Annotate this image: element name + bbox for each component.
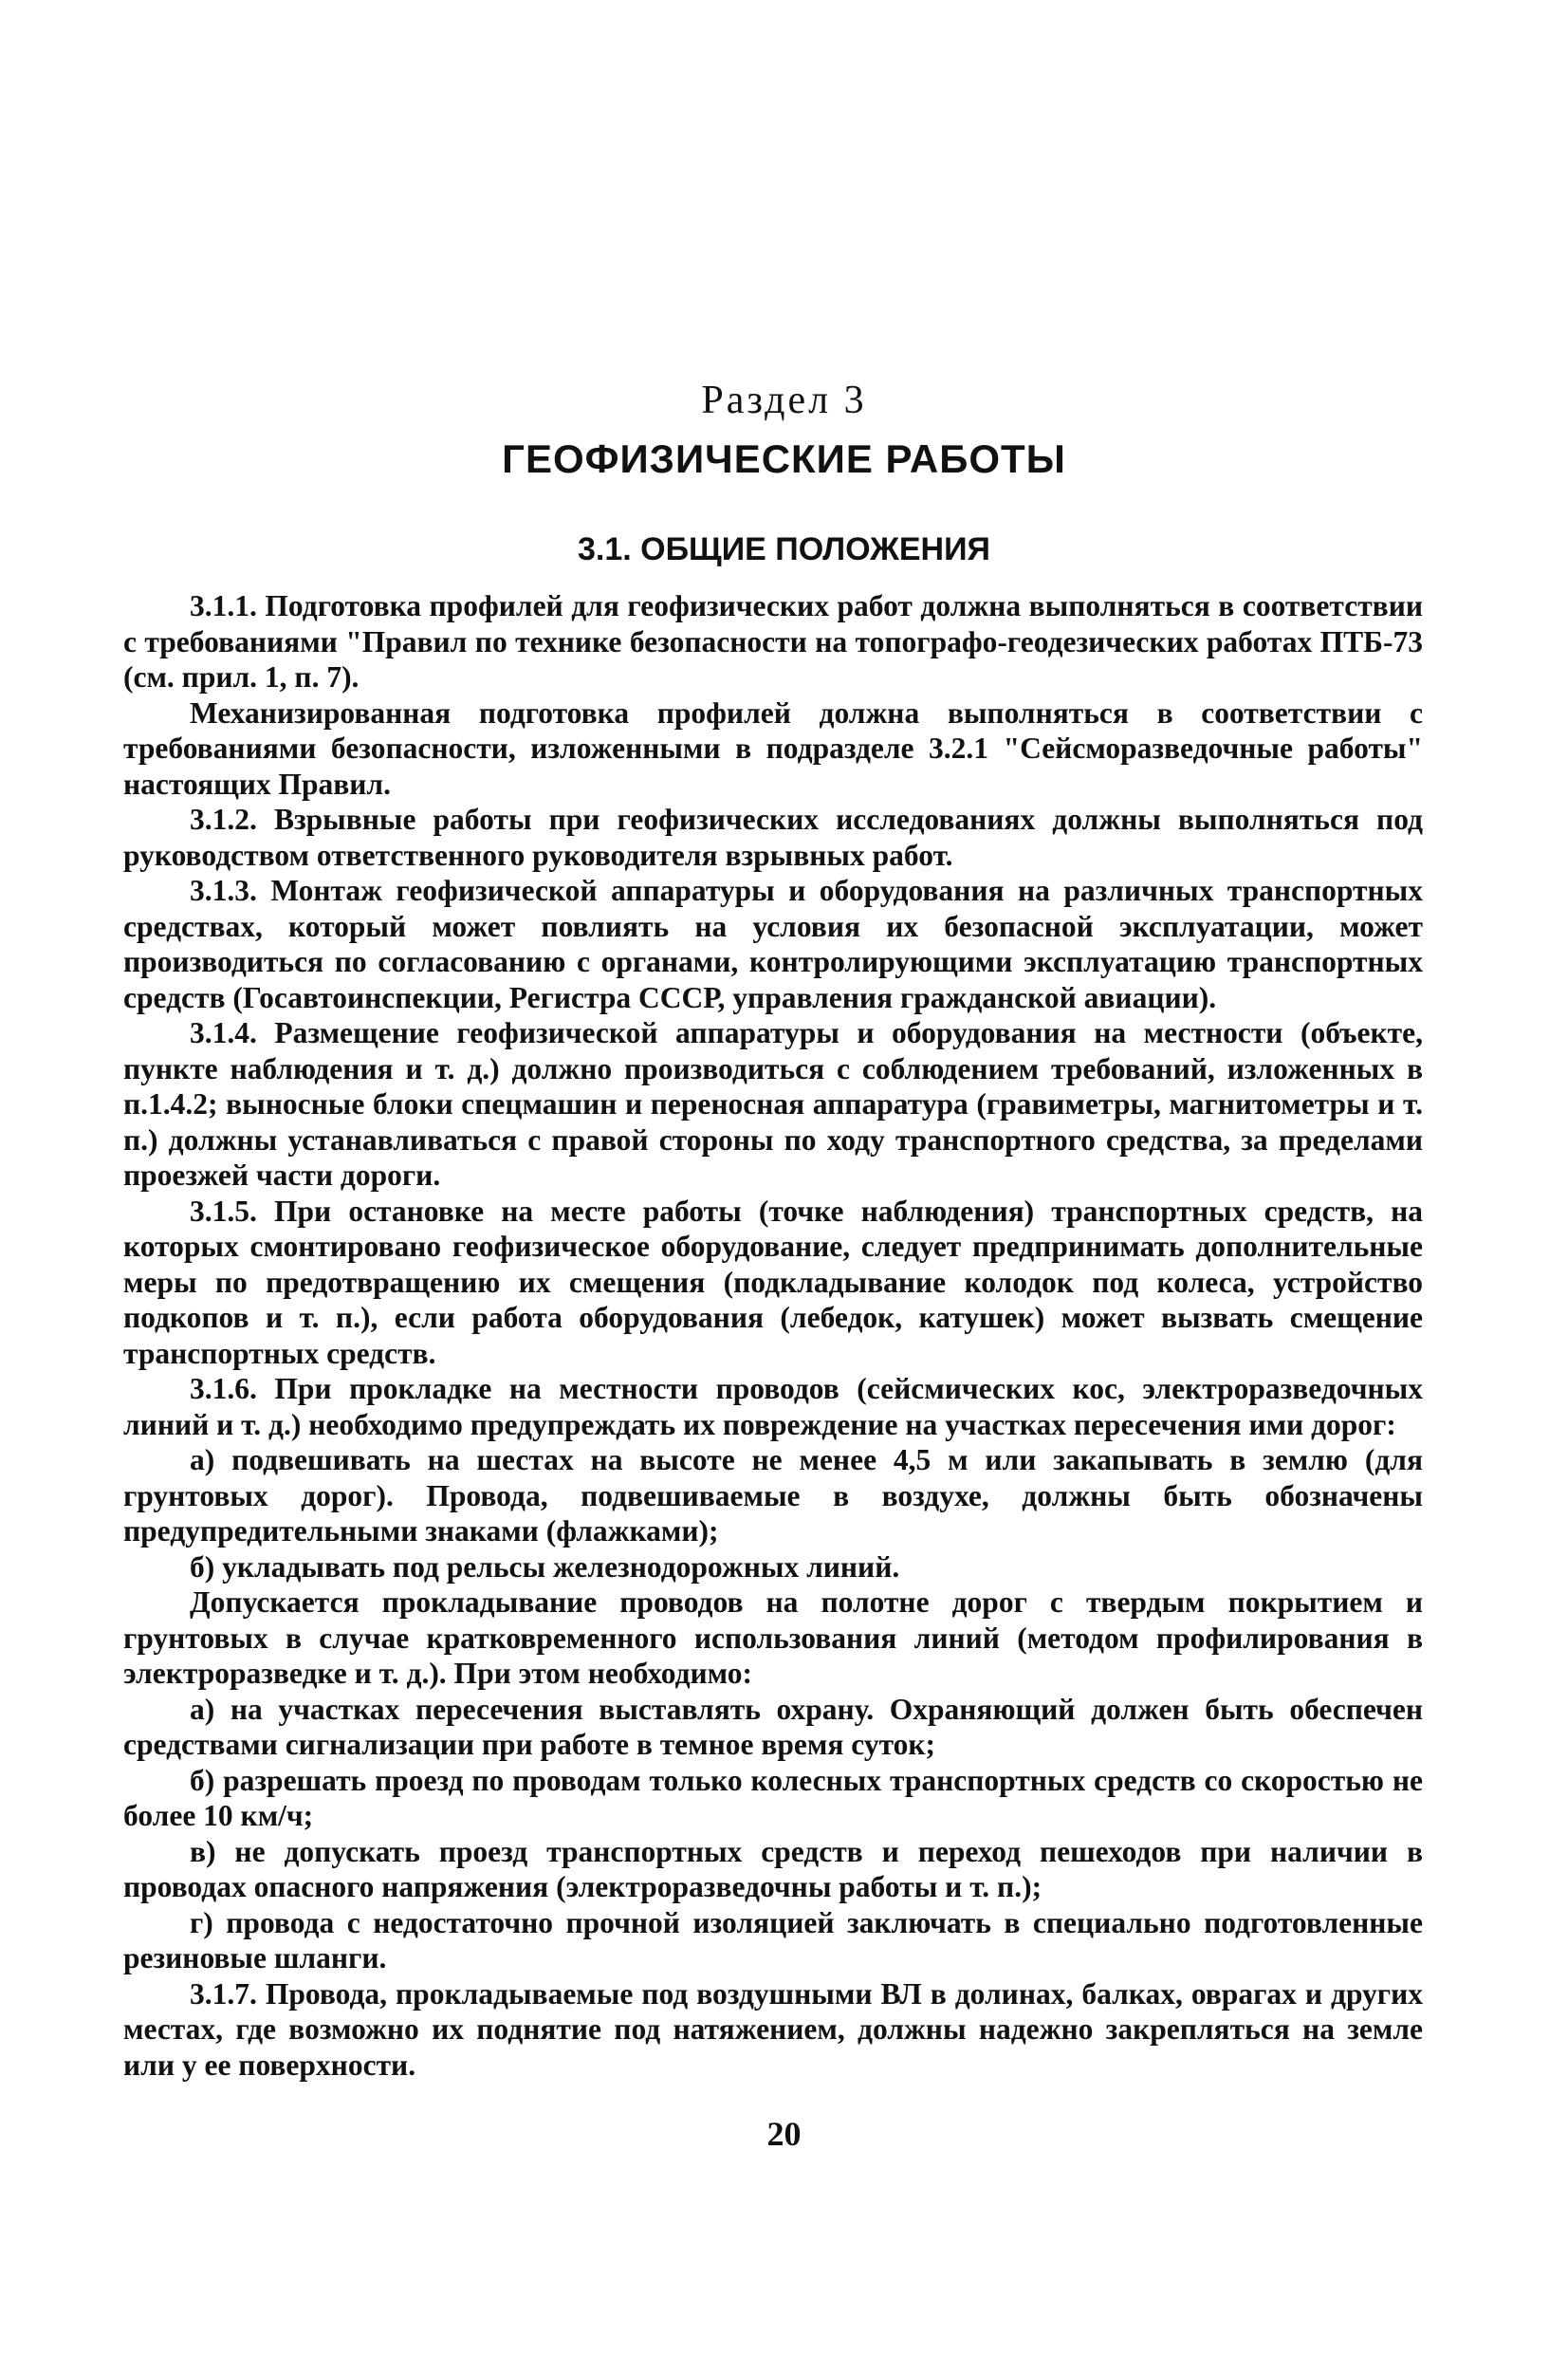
paragraph-3-1-5: 3.1.5. При остановке на месте работы (точке наблюдения) транспортных средств, на которых смонтировано геофизическое оборудование, следует предпринимать дополнительные меры по предотвращению их смещения (подкладывание колодок под колеса, устройство подкопов и т. п.), если работа оборудования (лебедок, катушек) может вызвать смещение транспортных средств. [123,1194,1423,1370]
list-item-b-passage: б) разрешать проезд по проводам только колесных транспортных средств со скоростью не более 10 км/ч; [123,1763,1423,1832]
paragraph-3-1-2: 3.1.2. Взрывные работы при геофизических исследованиях должны выполняться под руководством ответственного руководителя взрывных работ. [123,803,1423,872]
paragraph-3-1-4: 3.1.4. Размещение геофизической аппаратуры и оборудования на местности (объекте, пункте наблюдения и т. д.) должно производиться с соблюдением требований, изложенных в п.1.4.2; выносные блоки спецмашин и переносная аппаратура (гравиметры, магнитометры и т. п.) должны устанавливаться с правой стороны по ходу транспортного средства, за пределами проезжей части дороги. [123,1016,1423,1192]
list-item-g-hoses: г) провода с недостаточно прочной изоляцией заключать в специально подготовленные резиновые шланги. [123,1905,1423,1974]
list-item-v-no-passage: в) не допускать проезд транспортных средств и переход пешеходов при наличии в проводах опасного напряжения (электроразведочны работы и т. п.); [123,1834,1423,1903]
list-item-a-hang: а) подвешивать на шестах на высоте не менее 4,5 м или закапывать в землю (для грунтовых дорог). Провода, подвешиваемые в воздухе, должны быть обозначены предупредительными знаками (флажками); [123,1443,1423,1548]
subsection-title: 3.1. ОБЩИЕ ПОЛОЖЕНИЯ [578,531,990,567]
section-label: Раздел 3 [701,379,867,422]
paragraph-3-1-1: 3.1.1. Подготовка профилей для геофизических работ должна выполняться в соответствии с требованиями "Правил по технике безопасности на топографо-геодезических работах ПТБ-73 (см. прил. 1, п. 7). [123,589,1423,694]
list-item-a-guard: а) на участках пересечения выставлять охрану. Охраняющий должен быть обеспечен средствами сигнализации при работе в темное время суток; [123,1692,1423,1761]
body-text [123,588,1423,2083]
paragraph-3-1-6: 3.1.6. При прокладке на местности проводов (сейсмических кос, электроразведочных линий и т. д.) необходимо предупреждать их повреждение на участках пересечения ими дорог: [123,1372,1423,1441]
paragraph-3-1-7: 3.1.7. Провода, прокладываемые под воздушными ВЛ в долинах, балках, оврагах и других местах, где возможно их поднятие под натяжением, должны надежно закрепляться на земле или у ее поверхности. [123,1976,1423,2082]
paragraph-permitted-laying: Допускается прокладывание проводов на полотне дорог с твердым покрытием и грунтовых в случае кратковременного использования линий (методом профилирования в электроразведке и т. д.). При этом необходимо: [123,1585,1423,1690]
paragraph-mechanized-preparation: Механизированная подготовка профилей должна выполняться в соответствии с требованиями безопасности, изложенными в подразделе 3.2.1 "Сейсморазведочные работы" настоящих Правил. [123,695,1423,801]
paragraph-3-1-3: 3.1.3. Монтаж геофизической аппаратуры и оборудования на различных транспортных средствах, который может повлиять на условия их безопасной эксплуатации, может производиться по согласованию с органами, контролирующими эксплуатацию транспортных средств (Госавтоинспекции, Регистра СССР, управления гражданской авиации). [123,874,1423,1014]
list-item-b-under-rails: б) укладывать под рельсы железнодорожных линий. [190,1549,900,1584]
section-title: ГЕОФИЗИЧЕСКИЕ РАБОТЫ [502,436,1066,481]
page-number: 20 [766,2115,802,2153]
